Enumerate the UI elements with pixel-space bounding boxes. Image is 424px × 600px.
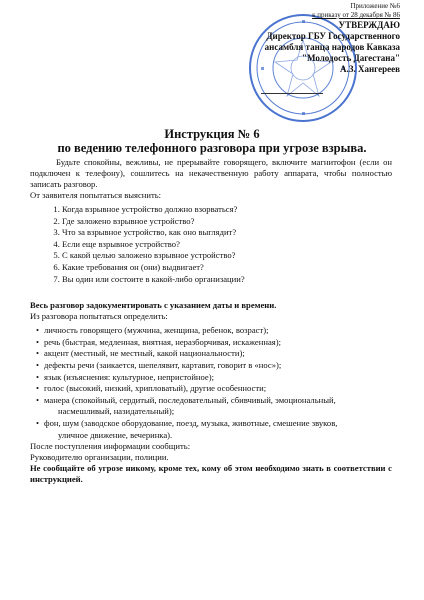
youth-line: "Молодость Дагестана" xyxy=(302,53,400,63)
question-item: 3. Что за взрывное устройство, как оно выглядит? xyxy=(62,227,392,239)
order-reference: к приказу от 28 декабря № 86 xyxy=(312,11,400,19)
feature-item: • акцент (местный, не местный, какой национальности); xyxy=(44,348,392,360)
report-to: Руководителю организации, полиции. xyxy=(30,452,169,463)
title-number: Инструкция № 6 xyxy=(164,127,260,141)
instruction-title xyxy=(0,127,424,155)
feature-item: • дефекты речи (заикается, шепелявит, картавит, говорит в «нос»); xyxy=(44,360,392,372)
question-item: 1. Когда взрывное устройство должно взорваться? xyxy=(62,204,392,216)
signature-line xyxy=(261,93,323,94)
determine-line: Из разговора попытаться определить: xyxy=(30,311,168,322)
director-line: Директор ГБУ Государственного xyxy=(266,31,400,41)
instruction-body xyxy=(30,157,392,485)
feature-item: • голос (высокий, низкий, хрипловатый), другие особенности; xyxy=(44,383,392,395)
question-item: 6. Какие требования он (они) выдвигает? xyxy=(62,262,392,274)
intro-paragraph: Будьте спокойны, вежливы, не прерывайте говорящего, включите магнитофон (если он подключен к телефону), сошлитесь на некачественную работу аппарата, чтобы полностью записать разговор. xyxy=(30,157,392,189)
approve-heading: УТВЕРЖДАЮ xyxy=(338,20,400,30)
after-line: После поступления информации сообщить: xyxy=(30,441,191,452)
question-item: 7. Вы один или состоите в какой-либо организации? xyxy=(62,274,392,286)
questions-list xyxy=(30,204,392,285)
ensemble-line: ансамбля танца народов Кавказа xyxy=(264,42,400,52)
signer-name: А.З. Хангереев xyxy=(339,64,400,74)
approval-block xyxy=(265,2,400,75)
feature-item: • фон, шум (заводское оборудование, поезд, музыка, животные, смешение звуков, уличное движение, вечеринка). xyxy=(44,418,392,441)
feature-item: • язык (изъяснения: культурное, непристойное); xyxy=(44,372,392,384)
document-instruction: Весь разговор задокументировать с указанием даты и времени. xyxy=(30,300,277,311)
intro-tail: От заявителя попытаться выяснить: xyxy=(30,190,162,200)
title-subject: по ведению телефонного разговора при угрозе взрыва. xyxy=(57,141,367,155)
question-item: 2. Где заложено взрывное устройство? xyxy=(62,216,392,228)
feature-item: • манера (спокойный, сердитый, последовательный, сбивчивый, эмоциональный, насмешливый, назидательный); xyxy=(44,395,392,418)
question-item: 4. Если еще взрывное устройство? xyxy=(62,239,392,251)
question-item: 5. С какой целью заложено взрывное устройство? xyxy=(62,250,392,262)
feature-item: • личность говорящего (мужчина, женщина, ребенок, возраст); xyxy=(44,325,392,337)
attachment-label: Приложение №6 xyxy=(350,2,400,10)
final-warning: Не сообщайте об угрозе никому, кроме тех, кому об этом необходимо знать в соответствии с инструкцией. xyxy=(30,463,392,485)
features-list xyxy=(30,325,392,441)
feature-item: • речь (быстрая, медленная, внятная, неразборчивая, искаженная); xyxy=(44,337,392,349)
